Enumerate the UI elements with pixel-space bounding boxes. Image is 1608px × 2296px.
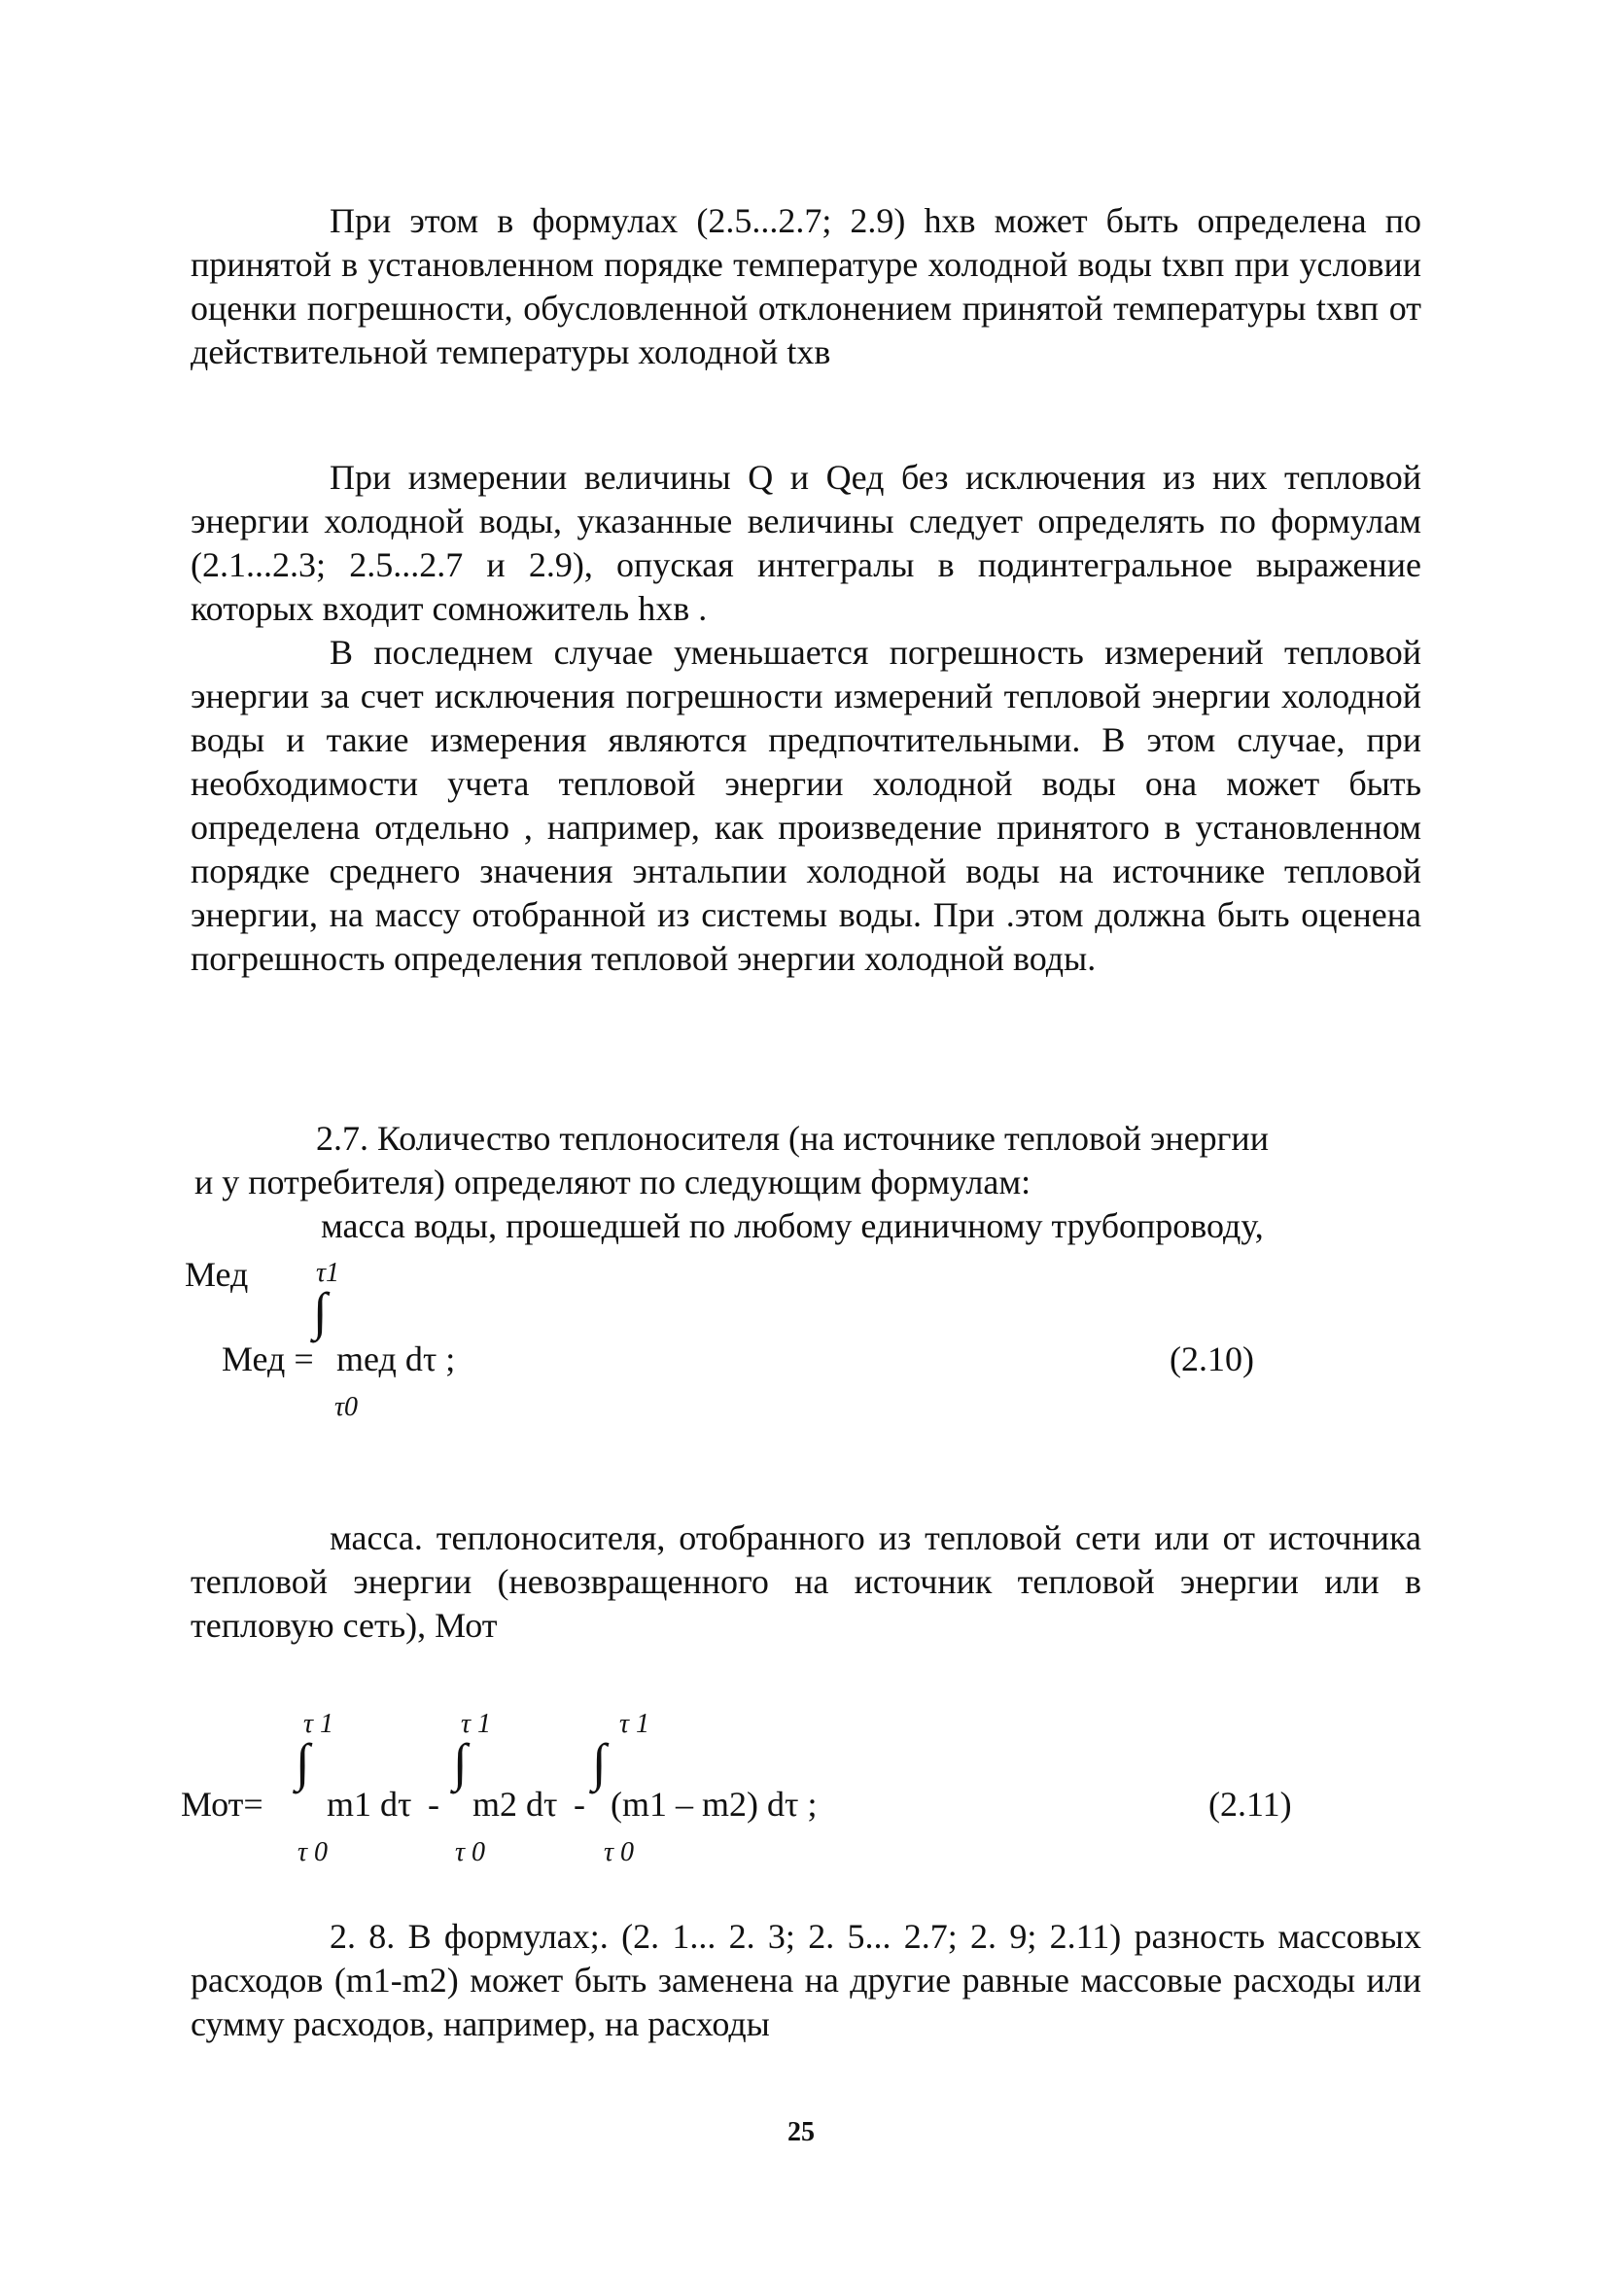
eq10-lower-limit: τ0 bbox=[334, 1392, 359, 1422]
eq11-minus-2: - bbox=[574, 1785, 585, 1824]
eq11-lhs: Мот= bbox=[181, 1785, 263, 1824]
section-2-7-line2: и у потребителя) определяют по следующим формулам: bbox=[194, 1163, 1031, 1201]
eq10-number: (2.10) bbox=[1170, 1339, 1254, 1378]
section-2-7-heading: 2.7. Количество теплоносителя (на источнике тепловой энергии bbox=[316, 1119, 1269, 1158]
paragraph-measurement-q: При измерении величины Q и Qед без исключения из них тепловой энергии холодной воды, указанные величины следует определять по формулам (2.1...2.3; 2.5...2.7 и 2.9), опуская интегралы в подинтегральное выражение которых входит сомножитель hхв . bbox=[191, 458, 1421, 628]
eq10-label: Мед bbox=[185, 1255, 249, 1294]
paragraph-last-case: В последнем случае уменьшается погрешность измерений тепловой энергии за счет исключения погрешности измерений тепловой энергии холодной воды и такие измерения являются предпочтительными. В этом случае, при необходимости учета тепловой энергии холодной воды она может быть определена отдельно , например, как произведение принятого в установленном порядке среднего значения энтальпии холодной воды на источнике тепловой энергии, на массу отобранной из системы воды. При .этом должна быть оценена погрешность определения тепловой энергии холодной воды. bbox=[191, 633, 1421, 978]
eq10-integrand: mед dτ ; bbox=[336, 1339, 456, 1378]
eq11-lower-limit-1: τ 0 bbox=[297, 1837, 329, 1867]
eq11-upper-limit-2: τ 1 bbox=[461, 1709, 492, 1739]
paragraph-hxv-definition: При этом в формулах (2.5...2.7; 2.9) hхв может быть определена по принятой в установленном порядке температуре холодной воды tхвп при условии оценки погрешности, обусловленной отклонением принятой температуры tхвп от действительной температуры холодной tхв bbox=[191, 201, 1421, 371]
paragraph-mass-offtake: масса. теплоносителя, отобранного из тепловой сети или от источника тепловой энергии (невозвращенного на источник тепловой энергии или в тепловую сеть), Мот bbox=[191, 1518, 1421, 1645]
eq11-integral-sign-1: ∫ bbox=[296, 1733, 310, 1792]
page-number: 25 bbox=[787, 2117, 815, 2147]
paragraph-2-8: 2. 8. В формулах;. (2. 1... 2. 3; 2. 5... 2.7; 2. 9; 2.11) разность массовых расходов (m1-m2) может быть заменена на другие равные массовые расходы или сумму расходов, например, на расходы bbox=[191, 1917, 1421, 2043]
eq11-lower-limit-3: τ 0 bbox=[604, 1837, 635, 1867]
mass-water-description: масса воды, прошедшей по любому единичному трубопроводу, bbox=[321, 1206, 1264, 1245]
eq11-integral-sign-2: ∫ bbox=[453, 1733, 468, 1792]
eq11-term1: m1 dτ bbox=[327, 1785, 412, 1824]
eq11-lower-limit-2: τ 0 bbox=[455, 1837, 486, 1867]
eq11-upper-limit-1: τ 1 bbox=[303, 1709, 334, 1739]
eq11-term3: (m1 – m2) dτ ; bbox=[611, 1785, 818, 1824]
eq11-term2: m2 dτ bbox=[472, 1785, 558, 1824]
eq11-number: (2.11) bbox=[1208, 1785, 1292, 1824]
eq11-minus-1: - bbox=[428, 1785, 439, 1824]
eq11-upper-limit-3: τ 1 bbox=[619, 1709, 650, 1739]
eq11-integral-sign-3: ∫ bbox=[592, 1733, 607, 1792]
eq10-upper-limit: τ1 bbox=[316, 1258, 340, 1288]
eq10-integral-sign: ∫ bbox=[313, 1282, 328, 1340]
eq10-lhs: Мед = bbox=[222, 1339, 314, 1378]
